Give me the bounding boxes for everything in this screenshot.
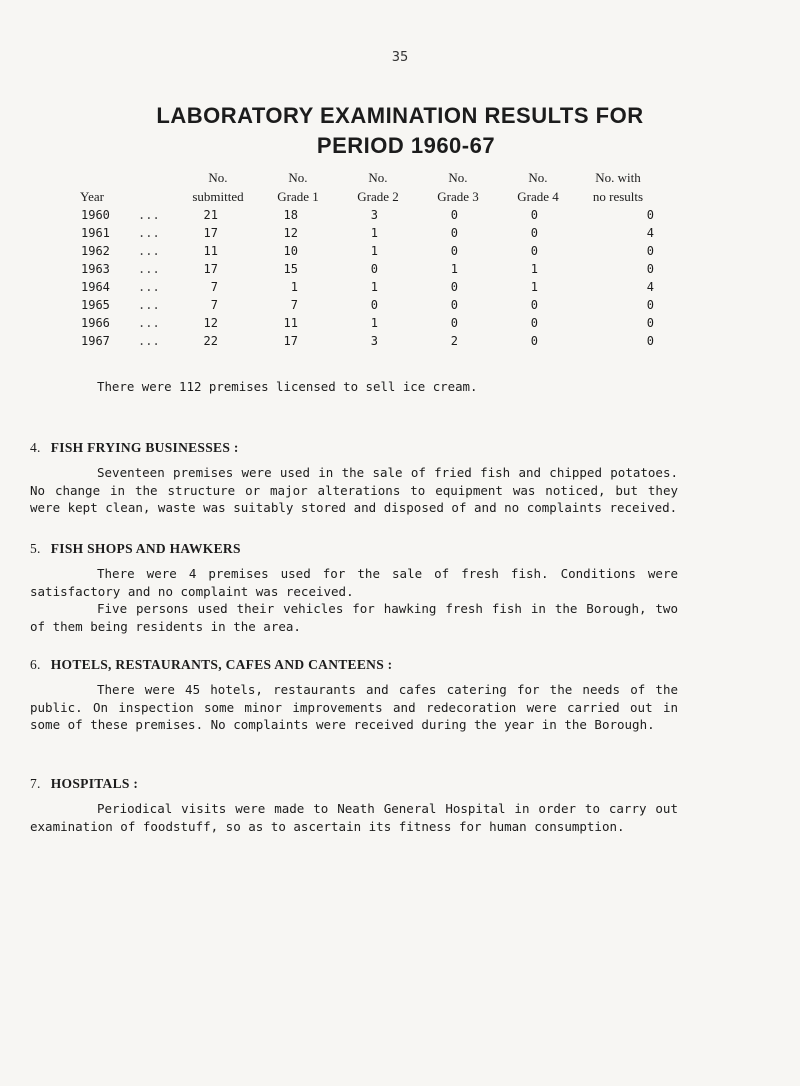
cell-submitted: 7: [210, 298, 218, 312]
section-paragraph: Periodical visits were made to Neath General Hospital in order to carry out examination of foodstuff, so as to ascertain its fitness for human consumption.: [30, 801, 678, 834]
table-row: [78, 242, 658, 260]
header-grade4-top: No.: [528, 170, 548, 185]
header-submitted-top: No.: [208, 170, 228, 185]
table-row: [78, 296, 658, 314]
cell-no-results: 4: [646, 226, 654, 240]
section-paragraph: Seventeen premises were used in the sale of fried fish and chipped potatoes. No change in the structure or major alterations to equipment was noticed, but they were kept clean, waste was suitably stored and disposed of and no complaints received.: [30, 465, 678, 515]
cell-grade1: 18: [283, 208, 298, 222]
section-number: 6.: [30, 657, 41, 672]
section-title: FISH SHOPS AND HAWKERS: [50, 541, 241, 556]
cell-grade3: 0: [450, 208, 458, 222]
header-grade2: Grade 2: [357, 189, 399, 204]
section-number: 7.: [30, 776, 41, 791]
cell-no-results: 0: [646, 316, 654, 330]
cell-submitted: 22: [203, 334, 218, 348]
cell-grade2: 1: [370, 280, 378, 294]
section-hospitals: [30, 775, 678, 835]
cell-year: 1963: [81, 262, 110, 276]
cell-grade3: 0: [450, 226, 458, 240]
cell-grade1: 1: [290, 280, 298, 294]
section-hotels-restaurants: [30, 656, 678, 734]
cell-submitted: 11: [203, 244, 218, 258]
section-title: HOTELS, RESTAURANTS, CAFES AND CANTEENS :: [50, 657, 393, 672]
cell-year: 1966: [81, 316, 110, 330]
cell-year: 1964: [81, 280, 110, 294]
lab-results-table: [78, 168, 658, 350]
header-grade1-top: No.: [288, 170, 308, 185]
section-paragraph: There were 4 premises used for the sale of fresh fish. Conditions were satisfactory and no complaint was received.: [30, 566, 678, 599]
cell-no-results: 0: [646, 208, 654, 222]
cell-grade3: 1: [450, 262, 458, 276]
table-header-row-bottom: [78, 187, 658, 206]
table-row: [78, 224, 658, 242]
cell-year: 1967: [81, 334, 110, 348]
cell-grade2: 1: [370, 316, 378, 330]
section-heading: [30, 656, 678, 674]
page-title-line-1: LABORATORY EXAMINATION RESULTS FOR: [156, 103, 644, 128]
header-grade4: Grade 4: [517, 189, 559, 204]
page-title-line-2: PERIOD 1960-67: [316, 133, 496, 158]
header-submitted: submitted: [192, 189, 244, 204]
cell-no-results: 0: [646, 244, 654, 258]
header-no-results-top: No. with: [595, 170, 641, 185]
page-number: 35: [391, 50, 409, 65]
section-heading: [30, 540, 678, 558]
cell-grade1: 17: [283, 334, 298, 348]
cell-submitted: 7: [210, 280, 218, 294]
cell-grade4: 0: [530, 208, 538, 222]
cell-submitted: 21: [203, 208, 218, 222]
cell-leader-dots: ...: [138, 226, 160, 240]
cell-grade2: 1: [370, 244, 378, 258]
cell-submitted: 12: [203, 316, 218, 330]
cell-leader-dots: ...: [138, 262, 160, 276]
header-grade1: Grade 1: [277, 189, 319, 204]
cell-grade2: 3: [370, 208, 378, 222]
header-grade2-top: No.: [368, 170, 388, 185]
cell-leader-dots: ...: [138, 334, 160, 348]
cell-no-results: 0: [646, 262, 654, 276]
table-row: [78, 260, 658, 278]
cell-submitted: 17: [203, 262, 218, 276]
cell-no-results: 0: [646, 334, 654, 348]
header-year: Year: [80, 189, 104, 204]
cell-grade1: 7: [290, 298, 298, 312]
table-row: [78, 206, 658, 224]
cell-grade2: 0: [370, 262, 378, 276]
cell-grade2: 0: [370, 298, 378, 312]
cell-leader-dots: ...: [138, 316, 160, 330]
table-row: [78, 332, 658, 350]
cell-grade4: 1: [530, 262, 538, 276]
section-heading: [30, 439, 678, 457]
cell-grade1: 11: [283, 316, 298, 330]
section-fish-shops: [30, 540, 678, 635]
cell-leader-dots: ...: [138, 208, 160, 222]
section-number: 5.: [30, 541, 41, 556]
section-paragraph: Five persons used their vehicles for hawking fresh fish in the Borough, two of them being residents in the area.: [30, 601, 678, 634]
cell-grade1: 10: [283, 244, 298, 258]
cell-grade4: 0: [530, 334, 538, 348]
cell-grade3: 0: [450, 316, 458, 330]
section-number: 4.: [30, 440, 41, 455]
section-title: HOSPITALS :: [50, 776, 139, 791]
cell-leader-dots: ...: [138, 244, 160, 258]
cell-submitted: 17: [203, 226, 218, 240]
cell-leader-dots: ...: [138, 280, 160, 294]
cell-grade1: 12: [283, 226, 298, 240]
section-title: FISH FRYING BUSINESSES :: [50, 440, 239, 455]
header-grade3: Grade 3: [437, 189, 479, 204]
cell-grade3: 0: [450, 298, 458, 312]
cell-leader-dots: ...: [138, 298, 160, 312]
cell-grade4: 0: [530, 244, 538, 258]
cell-year: 1960: [81, 208, 110, 222]
table-header-row-top: [78, 168, 658, 187]
cell-grade3: 2: [450, 334, 458, 348]
cell-grade1: 15: [283, 262, 298, 276]
table-row: [78, 278, 658, 296]
section-heading: [30, 775, 678, 793]
section-fish-frying: [30, 439, 678, 517]
header-grade3-top: No.: [448, 170, 468, 185]
cell-grade4: 0: [530, 226, 538, 240]
table-row: [78, 314, 658, 332]
cell-grade2: 3: [370, 334, 378, 348]
cell-year: 1961: [81, 226, 110, 240]
cell-grade3: 0: [450, 280, 458, 294]
cell-year: 1965: [81, 298, 110, 312]
cell-no-results: 0: [646, 298, 654, 312]
cell-grade4: 0: [530, 316, 538, 330]
cell-grade4: 1: [530, 280, 538, 294]
cell-year: 1962: [81, 244, 110, 258]
section-paragraph: There were 45 hotels, restaurants and cafes catering for the needs of the public. On inspection some minor improvements and redecoration were carried out in some of these premises. No complaints were received during the year in the Borough.: [30, 682, 678, 732]
cell-grade3: 0: [450, 244, 458, 258]
ice-cream-licence-note: There were 112 premises licensed to sell ice cream.: [97, 379, 478, 394]
cell-grade4: 0: [530, 298, 538, 312]
header-no-results: no results: [592, 189, 644, 204]
cell-grade2: 1: [370, 226, 378, 240]
header-year-top: [78, 168, 178, 187]
cell-no-results: 4: [646, 280, 654, 294]
